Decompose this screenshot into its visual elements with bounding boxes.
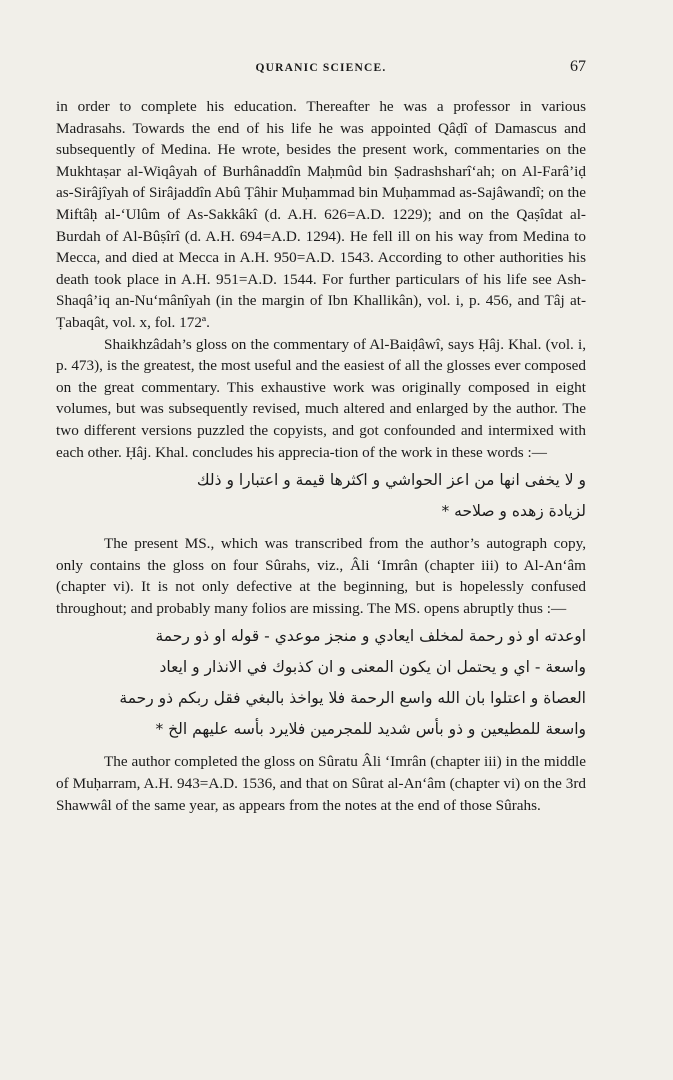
arabic-quote-1: [56, 465, 586, 527]
arabic-quote-2: [56, 621, 586, 745]
paragraph-3: The present MS., which was transcribed from the author’s autograph copy, only contains the gloss on four Sûrahs, viz., Âli ‘Imrân (chapter iii) to Al-An‘âm (chapter vi). It is not only defective at the beginning, but is hopelessly confused throughout; and probably many folios are missing. The MS. opens abruptly thus :—: [56, 535, 586, 617]
running-title: QURANIC SCIENCE.: [255, 62, 387, 74]
page-number: 67: [570, 58, 586, 75]
paragraph-4: The author completed the gloss on Sûratu Âli ‘Imrân (chapter iii) in the middle of Muḥarram, A.H. 943=A.D. 1536, and that on Sûrat al-An‘âm (chapter vi) on the 3rd Shawwâl of the same year, as appears from the notes at the end of those Sûrahs.: [56, 753, 586, 814]
arabic-quote-1-line-2: لزيادة زهده و صلاحه *: [441, 502, 586, 521]
running-head: [56, 58, 586, 80]
arabic-quote-2-line-1: اوعدته او ذو رحمة لمخلف ايعادي و منجز موعدي - قوله او ذو رحمة: [155, 627, 586, 646]
arabic-quote-2-line-3: العصاة و اعتلوا بان الله واسع الرحمة فلا يواخذ بالبغي فقل ربكم ذو رحمة: [119, 689, 586, 708]
paragraph-1: in order to complete his education. Thereafter he was a professor in various Madrasahs. Towards the end of his life he was appointed Qâḍî of Damascus and subsequently of Medina. He wrote, besides the present work, commentaries on the Mukhtaṣar al-Wiqâyah of Burhânaddîn Maḥmûd bin Ṣadrashsharî‘ah; on Al-Farâ’iḍ as-Sirâjîyah of Sirâjaddîn Abû Ṭâhir Muḥammad bin Muḥammad as-Sajâwandî; on the Miftâḥ al-‘Ulûm of As-Sakkâkî (d. A.H. 626=A.D. 1229); and on the Qaṣîdat al-Burdah of Al-Bûṣîrî (d. A.H. 694=A.D. 1294). He fell ill on his way from Medina to Mecca, and died at Mecca in A.H. 950=A.D. 1543. According to other authorities his death took place in A.H. 951=A.D. 1544. For further particulars of his life see Ash-Shaqâ’iq an-Nu‘mânîyah (in the margin of Ibn Khallikân), vol. i, p. 456, and Tâj at-Ṭabaqât, vol. x, fol. 172ª.: [56, 98, 586, 331]
arabic-quote-2-line-4: واسعة للمطيعين و ذو بأس شديد للمجرمين فلايرد بأسه عليهم الخ *: [155, 720, 586, 739]
body-text: [56, 96, 586, 816]
arabic-quote-2-line-2: واسعة - اي و يحتمل ان يكون المعنى و ان كذبوك في الانذار و ايعاد: [159, 658, 586, 677]
paragraph-2: Shaikhzâdah’s gloss on the commentary of Al-Baiḍâwî, says Ḥâj. Khal. (vol. i, p. 473), is the greatest, the most useful and the easiest of all the glosses ever composed on the great commentary. This exhaustive work was originally composed in eight volumes, but was subsequently revised, much altered and enlarged by the author. The two different versions puzzled the copyists, and got confounded and intermixed with each other. Ḥâj. Khal. concludes his apprecia-tion of the work in these words :—: [56, 335, 586, 461]
arabic-quote-1-line-1: و لا يخفى انها من اعز الحواشي و اكثرها قيمة و اعتبارا و ذلك: [196, 471, 586, 490]
